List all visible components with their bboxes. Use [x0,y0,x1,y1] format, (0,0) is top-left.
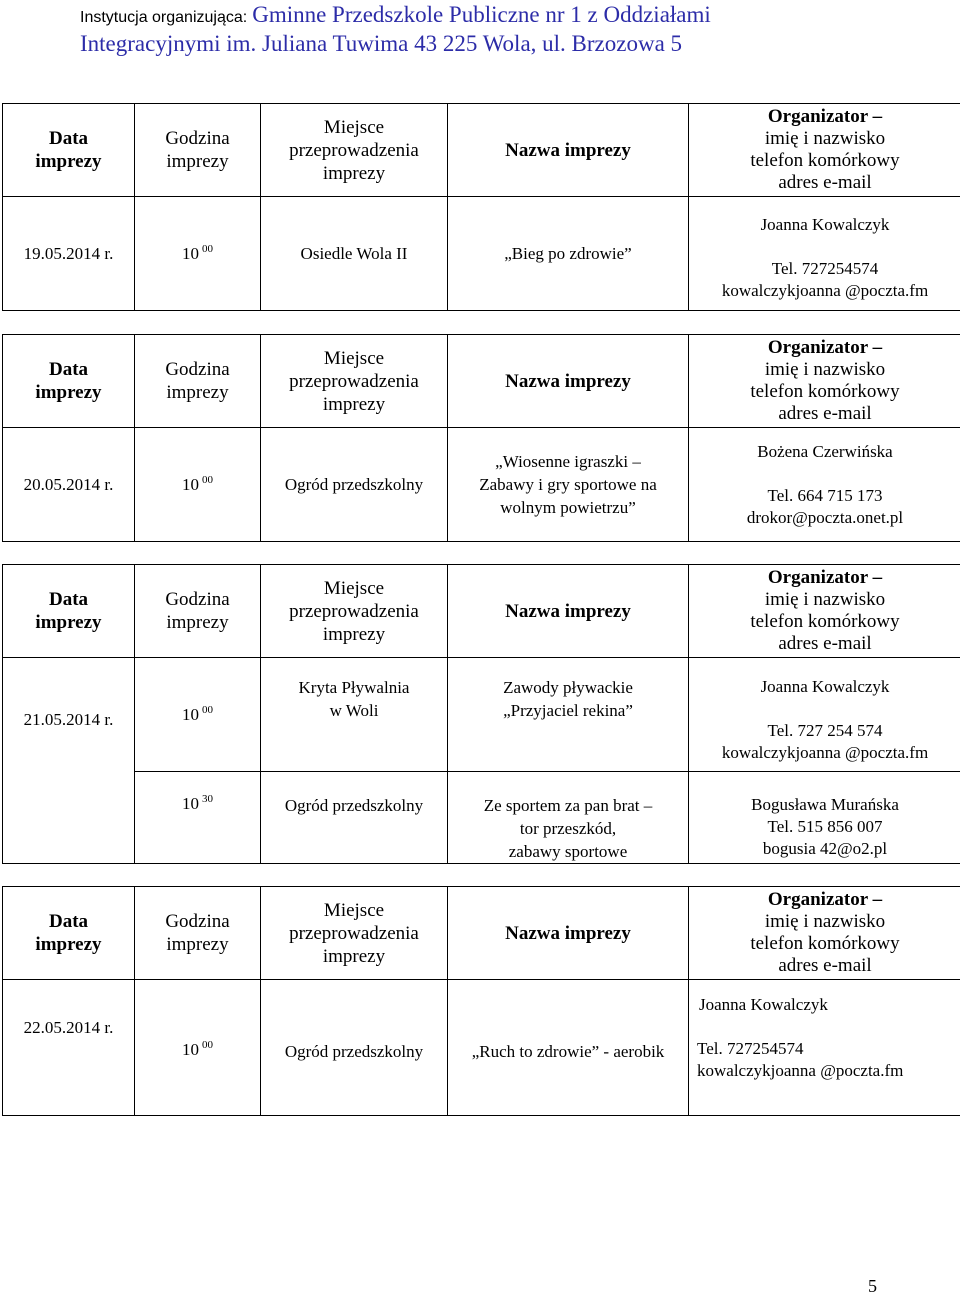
header-date: Data imprezy [3,104,135,197]
institution-name-line2: Integracyjnymi im. Juliana Tuwima 43 225 Wola, ul. Brzozowa 5 [80,31,683,56]
table-row [3,197,960,311]
event-place: Osiedle Wola II [261,197,448,311]
header-time: Godzina imprezy [135,335,261,428]
header-place: Miejsce przeprowadzenia imprezy [261,565,448,658]
event-place: Ogród przedszkolny [261,772,448,864]
event-time: 10 $^{30}$ [135,772,261,864]
header-place: Miejsce przeprowadzenia imprezy [261,887,448,980]
event-time: 10 $^{00}$ [135,980,261,1116]
event-name: Ze sportem za pan brat – tor przeszkód, zabawy sportowe [448,772,689,864]
event-date: 20.05.2014 r. [3,428,135,542]
event-date: 19.05.2014 r. [3,197,135,311]
institution-name-line1: Gminne Przedszkole Publiczne nr 1 z Oddziałami [252,2,711,27]
page-number: 5 [868,1276,877,1296]
event-time: 10 $^{00}$ [135,197,261,311]
event-table-2 [2,334,960,542]
event-name: Zawody pływackie „Przyjaciel rekina” [448,658,689,772]
event-date: 21.05.2014 r. [3,658,135,864]
header-organizer: Organizator – imię i nazwisko telefon komórkowy adres e-mail [689,104,960,197]
header-place: Miejsce przeprowadzenia imprezy [261,104,448,197]
table-header-row [3,335,960,428]
table-header-row [3,104,960,197]
table-row [3,428,960,542]
header-event-name: Nazwa imprezy [448,104,689,197]
table-header-row [3,565,960,658]
event-table-1 [2,103,960,311]
event-organizer: Joanna Kowalczyk Tel. 727254574 kowalczykjoanna @poczta.fm [689,980,960,1116]
event-date: 22.05.2014 r. [3,980,135,1116]
event-table-3 [2,564,960,864]
document-header [80,0,900,59]
header-organizer: Organizator – imię i nazwisko telefon komórkowy adres e-mail [689,335,960,428]
event-name: „Wiosenne igraszki – Zabawy i gry sportowe na wolnym powietrzu” [448,428,689,542]
table-row [3,658,960,772]
header-organizer: Organizator – imię i nazwisko telefon komórkowy adres e-mail [689,887,960,980]
header-event-name: Nazwa imprezy [448,335,689,428]
event-organizer: Bożena Czerwińska Tel. 664 715 173 drokor@poczta.onet.pl [689,428,960,542]
table-header-row [3,887,960,980]
event-organizer: Joanna Kowalczyk Tel. 727254574 kowalczykjoanna @poczta.fm [689,197,960,311]
header-organizer: Organizator – imię i nazwisko telefon komórkowy adres e-mail [689,565,960,658]
header-place: Miejsce przeprowadzenia imprezy [261,335,448,428]
event-name: „Ruch to zdrowie” - aerobik [448,980,689,1116]
header-event-name: Nazwa imprezy [448,565,689,658]
header-date: Data imprezy [3,887,135,980]
header-time: Godzina imprezy [135,565,261,658]
header-time: Godzina imprezy [135,887,261,980]
header-date: Data imprezy [3,335,135,428]
header-time: Godzina imprezy [135,104,261,197]
header-event-name: Nazwa imprezy [448,887,689,980]
event-organizer: Joanna Kowalczyk Tel. 727 254 574 kowalczykjoanna @poczta.fm [689,658,960,772]
event-place: Kryta Pływalnia w Woli [261,658,448,772]
event-time: 10 $^{00}$ [135,658,261,772]
table-row [3,772,960,864]
event-time: 10 $^{00}$ [135,428,261,542]
event-place: Ogród przedszkolny [261,980,448,1116]
header-date: Data imprezy [3,565,135,658]
organizer-label: Instytucja organizująca: [80,9,248,26]
event-place: Ogród przedszkolny [261,428,448,542]
event-organizer: Bogusława Murańska Tel. 515 856 007 bogusia 42@o2.pl [689,772,960,864]
event-name: „Bieg po zdrowie” [448,197,689,311]
event-table-4 [2,886,960,1116]
table-row [3,980,960,1116]
